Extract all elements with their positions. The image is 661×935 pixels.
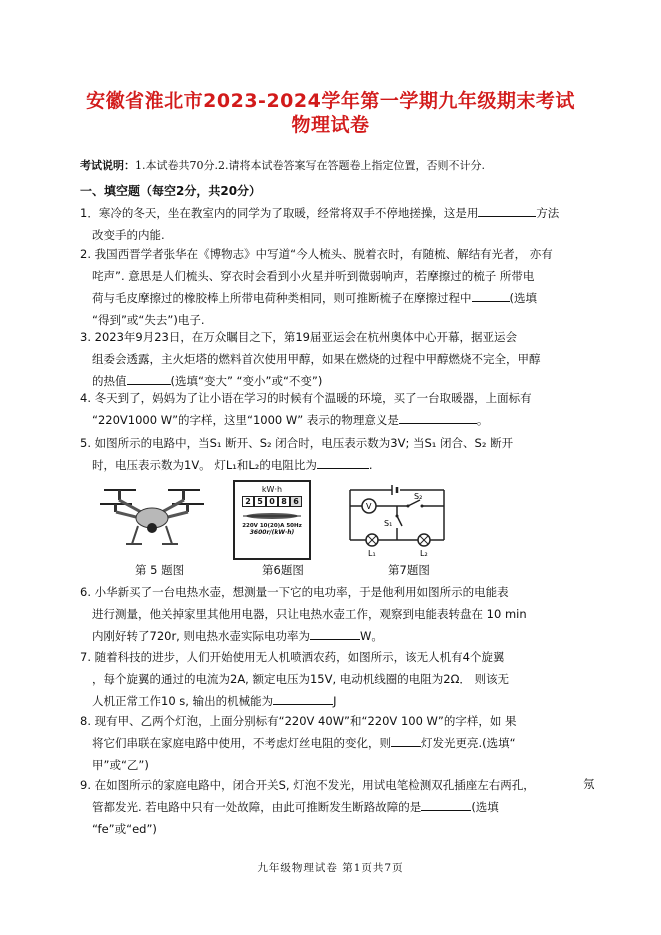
meter-digits <box>235 496 309 507</box>
q9-line1: 9. 在如图所示的家庭电路中，闭合开关S, 灯泡不发光，用试电笔检测双孔插座左右两孔， <box>80 778 535 792</box>
energy-meter-figure <box>233 480 311 560</box>
question-4 <box>80 387 590 431</box>
q4-line2-end: 。 <box>476 413 489 427</box>
figure-6-caption: 第6题图 <box>262 563 304 577</box>
q1-blank <box>478 202 536 217</box>
q8-line2: 将它们串联在家庭电路中使用，不考虑灯丝电阻的变化，则 <box>92 736 391 750</box>
q6-line3: 内刚好转了720r, 则电热水壶实际电功率为 <box>92 629 310 643</box>
meter-digit: 2 <box>242 496 254 507</box>
q2-line3-end: (选填 <box>509 291 537 305</box>
section-title: 一、填空题（每空2分，共20分） <box>80 184 262 198</box>
question-5 <box>80 432 590 476</box>
q8-line3: 甲”或“乙”) <box>92 758 149 772</box>
q8-blank <box>391 732 421 747</box>
question-2 <box>80 243 590 331</box>
q4-line1: 4. 冬天到了，妈妈为了让小语在学习的时候有个温暖的环境，买了一台取暖器，上面标有 <box>80 391 532 405</box>
q5-line2: 时，电压表示数为1V。 灯L₁和L₂的电阻比为 <box>92 458 317 472</box>
meter-spec-2: 3600r/(kW·h) <box>249 529 295 536</box>
q6-line2: 进行测量，他关掉家里其他用电器，只让电热水壶工作，观察到电能表转盘在 10 min <box>92 607 527 621</box>
q2-blank <box>472 287 510 302</box>
question-3 <box>80 326 590 392</box>
circuit-figure <box>342 482 452 560</box>
figure-5-caption: 第 5 题图 <box>135 563 185 577</box>
q7-line3: 人机正常工作10 s, 输出的机械能为 <box>92 694 274 708</box>
lamp-l2-label: L₂ <box>420 549 428 558</box>
q2-line3: 荷与毛皮摩擦过的橡胶棒上所带电荷种类相同，则可推断梳子在摩擦过程中 <box>92 291 472 305</box>
q3-line3-end: (选填“变大” “变小”或“不变”) <box>170 374 323 388</box>
drone-figure <box>96 480 208 550</box>
instructions-label: 考试说明： <box>80 159 135 172</box>
q3-line1: 3. 2023年9月23日，在万众瞩目之下，第19届亚运会在杭州奥体中心开幕，据亚运会 <box>80 330 517 344</box>
exam-title-line1: 安徽省淮北市2023-2024学年第一学期九年级期末考试 <box>86 90 575 112</box>
meter-spec-1: 220V 10(20)A 50Hz <box>242 523 302 529</box>
meter-digit: 0 <box>266 496 278 507</box>
q3-line2: 组委会透露，主火炬塔的燃料首次使用甲醇，如果在燃烧的过程中甲醇燃烧不完全，甲醇 <box>92 352 541 366</box>
q6-line3-end: W。 <box>360 629 383 643</box>
q1-line1: 1．寒冷的冬天，坐在教室内的同学为了取暖，经常将双手不停地搓操，这是用 <box>80 206 479 220</box>
meter-unit: kW·h <box>261 485 283 494</box>
q3-line3: 的热值 <box>92 374 127 388</box>
q4-blank <box>399 409 477 424</box>
q9-line2: 管都发光. 若电路中只有一处故障，由此可推断发生断路故障的是 <box>92 800 422 814</box>
q9-blank <box>421 796 471 811</box>
q2-line1: 2. 我国西晋学者张华在《博物志》中写道“今人梳头、脱着衣时，有随梳、解结有光者， 亦有 <box>80 247 553 261</box>
q2-line2: 咤声”. 意思是人们梳头、穿衣时会看到小火星并听到微弱响声，若摩擦过的梳子 所带电 <box>92 269 535 283</box>
switch-s1-label: S₁ <box>384 519 393 528</box>
q7-line3-end: J <box>333 694 337 708</box>
q1-line2: 改变手的内能. <box>92 228 165 242</box>
q8-line2-end: 灯发光更亮.(选填“ <box>421 736 516 750</box>
figures-row <box>0 480 661 580</box>
q7-line1: 7. 随着科技的进步，人们开始使用无人机喷洒农药，如图所示，该无人机有4个旋翼 <box>80 650 505 664</box>
question-1 <box>80 202 590 246</box>
q6-blank <box>310 625 360 640</box>
voltmeter-symbol: V <box>366 502 372 511</box>
q4-line2: “220V1000 W”的字样，这里“1000 W” 表示的物理意义是 <box>92 413 399 427</box>
exam-title-line2: 物理试卷 <box>291 114 370 136</box>
q1-line1-end: 方法 <box>536 206 560 220</box>
question-7 <box>80 646 590 712</box>
exam-instructions <box>80 157 485 173</box>
question-8 <box>80 710 590 776</box>
switch-s2-label: S₂ <box>414 492 423 501</box>
q9-line2-end: (选填 <box>471 800 499 814</box>
meter-disc <box>235 509 309 523</box>
q5-line2-end: . <box>368 458 373 472</box>
figure-7-caption: 第7题图 <box>388 563 430 577</box>
page-footer: 九年级物理试卷 第1页共7页 <box>257 862 404 874</box>
instructions-text: 1.本试卷共70分.2.请将本试卷答案写在答题卷上指定位置，否则不计分. <box>135 159 485 172</box>
q5-line1: 5. 如图所示的电路中，当S₁ 断开、S₂ 闭合时，电压表示数为3V; 当S₁ 闭合、S₂ 断开 <box>80 436 514 450</box>
q6-line1: 6. 小华新买了一台电热水壶，想测量一下它的电功率，于是他利用如图所示的电能表 <box>80 585 509 599</box>
question-6 <box>80 581 590 647</box>
meter-digit: 6 <box>290 496 302 507</box>
q9-line3: “fe”或“ed”) <box>92 822 157 836</box>
lamp-l1-label: L₁ <box>368 549 376 558</box>
meter-digit: 8 <box>278 496 290 507</box>
q7-line2: ，每个旋翼的通过的电流为2A, 额定电压为15V, 电动机线圈的电阻为2Ω． 则该无 <box>92 672 510 686</box>
q3-blank <box>127 370 171 385</box>
question-9 <box>80 774 590 840</box>
q9-side-char: 氖 <box>583 777 595 791</box>
meter-digit: 5 <box>254 496 266 507</box>
q2-line4: “得到”或“失去”)电子. <box>92 313 205 327</box>
q5-blank <box>317 454 369 469</box>
q8-line1: 8. 现有甲、乙两个灯泡，上面分别标有“220V 40W”和“220V 100 W”的字样，如 果 <box>80 714 517 728</box>
q7-blank <box>273 690 333 705</box>
